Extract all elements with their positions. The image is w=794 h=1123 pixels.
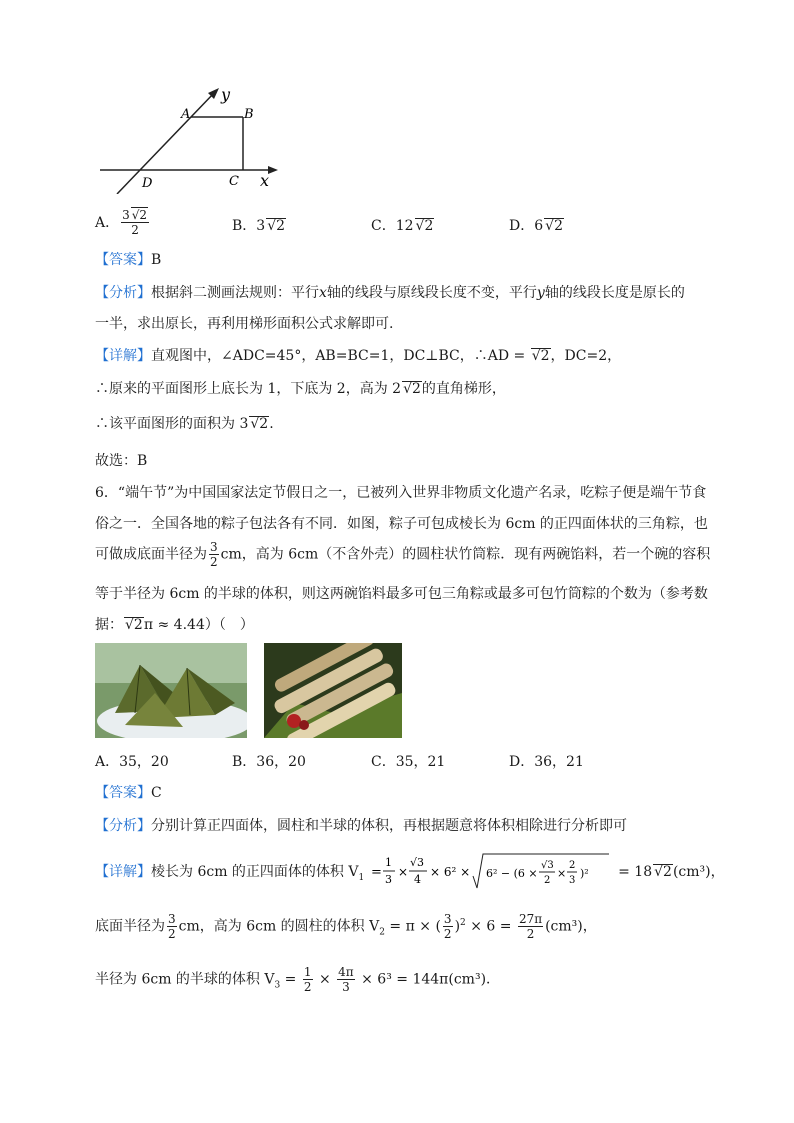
q5-detail-text-1a: 直观图中，∠ADC=45°，AB=BC=1，DC⊥BC，∴AD = <box>151 348 530 364</box>
q6-detail-frac-sq-den: 2 <box>443 927 452 941</box>
q6-detail-rad-1: 2 <box>663 864 672 880</box>
q6-detail-frac-result-den: 2 <box>526 927 535 941</box>
q6-option-c[interactable]: C．35，21 <box>371 754 446 770</box>
q6-stem-line-3 <box>95 540 710 569</box>
svg-text:2: 2 <box>543 875 551 886</box>
q6-tetra-formula <box>369 850 614 894</box>
q6-answer-tag: 【答案】 <box>95 785 151 801</box>
q5-option-a-rad: 2 <box>139 208 148 222</box>
label-x: x <box>260 171 270 190</box>
q6-detail-frac-radius-num: 3 <box>168 912 176 926</box>
q6-detail-frac-half <box>303 965 313 994</box>
q5-option-d-label: D． <box>509 218 535 234</box>
zongzi-triangle-photo <box>95 643 247 738</box>
q6-analysis-tag: 【分析】 <box>95 818 151 834</box>
label-c: C <box>229 174 239 189</box>
x-axis-arrow <box>268 166 278 174</box>
q6-stem-line-2: 俗之一．全国各地的粽子包法各有不同．如图，粽子可包成棱长为 6cm 的正四面体状的三角粽，也 <box>95 516 708 532</box>
q5-option-d-sqrt: √2 <box>545 218 563 234</box>
svg-text:× 6² ×: × 6² × <box>429 865 470 879</box>
q6-answer-value: C <box>151 785 162 801</box>
q5-option-b-sqrt: √2 <box>267 218 286 234</box>
q5-detail-text-3b: . <box>269 416 274 432</box>
q5-answer-value: B <box>151 252 162 268</box>
q6-stem-frac-den: 2 <box>210 555 218 569</box>
q5-analysis-text-1a: 根据斜二测画法规则：平行 <box>151 285 319 301</box>
q5-detail-line-1 <box>95 345 621 365</box>
q5-option-a-sqrt: √2 <box>131 208 148 222</box>
q5-option-d-coef: 6 <box>534 218 544 234</box>
svg-text:3: 3 <box>384 873 392 886</box>
q5-analysis-tag: 【分析】 <box>95 285 151 301</box>
q6-analysis-text: 分别计算正四面体，圆柱和半球的体积，再根据题意将体积相除进行分析即可 <box>151 818 627 834</box>
q6-detail-frac-4pi3 <box>337 965 355 994</box>
q5-option-c-coef: 12 <box>395 218 414 234</box>
q5-detail-text-2a: ∴原来的平面图形上底长为 1，下底为 2，高为 2 <box>95 381 402 397</box>
q5-analysis-line-2: 一半，求出原长，再利用梯形面积公式求解即可. <box>95 316 394 332</box>
q6-detail-frac-sq-num: 3 <box>443 912 452 926</box>
q5-option-c-rad: 2 <box>424 218 434 234</box>
svg-text:×: × <box>397 865 408 879</box>
svg-text:3: 3 <box>568 875 576 886</box>
q5-analysis-line-1 <box>95 282 685 302</box>
q5-detail-sqrt-2: √2 <box>403 381 421 397</box>
q6-option-a[interactable]: A．35，20 <box>95 754 169 770</box>
q5-detail-rad-2: 2 <box>412 381 421 397</box>
q6-detail-sub-2: 2 <box>379 927 385 938</box>
y-axis <box>117 92 215 194</box>
label-d: D <box>142 176 153 191</box>
q5-option-a-num: 3 <box>122 208 130 222</box>
q5-analysis-y: y <box>536 285 545 301</box>
q6-stem-text-3b: cm，高为 6cm（不含外壳）的圆柱状竹筒粽．现有两碗馅料，若一个碗的容积 <box>220 546 711 563</box>
q6-detail-frac-half-num: 1 <box>303 965 312 979</box>
q6-stem-rad: 2 <box>133 617 143 633</box>
q6-detail-frac-result <box>518 912 543 941</box>
q6-stem-line-1: 6．“端午节”为中国国家法定节假日之一，已被列入世界非物质文化遗产名录，吃粽子便是端午节食 <box>95 485 707 501</box>
q5-option-c[interactable] <box>371 215 434 235</box>
q6-detail-text-3b: = <box>280 971 301 988</box>
q5-detail-line-2 <box>95 378 506 398</box>
q6-answer <box>95 782 162 802</box>
q5-detail-sqrt-3: √2 <box>250 416 269 432</box>
q6-detail-line-2: 底面半径为 $\frac{3}{2}$ cm，高为 6cm 的圆柱的体积 $V_2 = \pi$ × ( $\frac{3}{2}$ )$^2$ × 6 = $\frac{27\pi}{2}$ (cm³)， <box>95 912 597 941</box>
q6-stem-sqrt: √2 <box>125 617 143 633</box>
q6-stem-text-5b: π ≈ 4.44）（ ） <box>143 617 254 633</box>
svg-text:×: × <box>556 867 566 880</box>
q6-stem-line-4: 等于半径为 6cm 的半球的体积，则这两碗馅料最多可包三角粽或最多可包竹筒粽的个数为（参考数 <box>95 586 708 602</box>
q5-option-b-rad: 2 <box>276 218 286 234</box>
q6-detail-frac-radius <box>167 912 177 941</box>
label-b: B <box>244 107 254 122</box>
q6-stem-text-5a: 据： <box>95 617 123 633</box>
q6-stem-frac-num: 3 <box>210 540 218 554</box>
q5-detail-tag: 【详解】 <box>95 348 151 364</box>
q6-detail-text-3a: 半径为 6cm 的半球的体积 V <box>95 971 275 988</box>
q5-option-d[interactable] <box>509 215 564 235</box>
q5-detail-text-1b: ，DC=2， <box>550 348 622 364</box>
q6-detail-text-3c: × 6³ = 144π(cm³)． <box>356 971 501 988</box>
svg-text:=: = <box>370 865 382 880</box>
q6-detail-sub-3: 3 <box>274 980 281 991</box>
q5-option-b[interactable] <box>232 215 286 235</box>
q5-analysis-x: x <box>319 285 327 301</box>
q6-stem-line-5 <box>95 614 254 634</box>
q6-detail-frac-4pi3-num: 4π <box>338 965 354 979</box>
q5-detail-sqrt-1: √2 <box>531 348 550 364</box>
q6-detail-line-1 <box>95 850 725 890</box>
q5-detail-rad-1: 2 <box>540 348 550 364</box>
q6-detail-frac-radius-sq <box>443 912 453 941</box>
svg-text:1: 1 <box>384 856 392 869</box>
q6-detail-tag: 【详解】 <box>95 864 151 880</box>
q5-option-a[interactable] <box>95 207 151 237</box>
q5-option-c-sqrt: √2 <box>415 218 434 234</box>
q5-detail-text-2b: 的直角梯形， <box>421 381 506 397</box>
q6-detail-frac-4pi3-den: 3 <box>342 980 350 994</box>
q6-detail-text-2e: (cm³)， <box>545 918 597 935</box>
svg-text:√3: √3 <box>540 860 554 871</box>
svg-text:)²: )² <box>579 867 589 880</box>
q6-detail-text-2a: 底面半径为 <box>95 918 165 935</box>
q6-detail-text-2b: cm，高为 6cm 的圆柱的体积 V <box>178 918 380 935</box>
q6-stem-text-3a: 可做成底面半径为 <box>95 546 207 563</box>
q5-detail-rad-3: 2 <box>259 416 269 432</box>
bamboo-tube-zongzi-photo <box>264 643 402 738</box>
q6-analysis <box>95 815 627 835</box>
q6-detail-sub-1: 1 <box>358 872 365 883</box>
q5-option-b-coef: 3 <box>256 218 266 234</box>
svg-text:6² − (6 ×: 6² − (6 × <box>485 867 538 880</box>
q6-detail-text-1a: 棱长为 6cm 的正四面体的体积 V <box>151 864 359 880</box>
q6-option-b[interactable]: B．36，20 <box>232 754 306 770</box>
q5-detail-text-3a: ∴该平面图形的面积为 3 <box>95 416 249 432</box>
q5-detail-line-3 <box>95 413 274 433</box>
q6-option-d[interactable]: D．36，21 <box>509 754 584 770</box>
q6-detail-text-2d: × 6 = <box>465 918 516 935</box>
q6-detail-text-1b: = 18 <box>613 864 653 880</box>
q6-detail-frac-half-den: 2 <box>303 980 312 994</box>
q5-answer <box>95 249 161 269</box>
q6-detail-sqrt-1: √2 <box>654 864 672 880</box>
q6-stem-fraction <box>209 540 219 569</box>
label-y: y <box>221 85 231 104</box>
q6-detail-text-1c: (cm³)， <box>672 864 725 880</box>
q5-choose: 故选：B <box>95 453 148 469</box>
q5-option-b-label: B． <box>232 218 257 234</box>
q5-option-a-label: A． <box>95 215 120 231</box>
q6-detail-text-2c: = π × <box>384 918 436 935</box>
q6-detail-frac-radius-den: 2 <box>168 927 176 941</box>
q5-answer-tag: 【答案】 <box>95 252 151 268</box>
svg-text:√3: √3 <box>409 856 424 869</box>
q5-option-a-fraction <box>121 207 149 237</box>
q5-option-a-den: 2 <box>131 223 139 237</box>
oblique-projection-figure <box>95 82 295 194</box>
q6-detail-line-3: 半径为 6cm 的半球的体积 $V_3$ = $\frac{1}{2}$ × $\frac{4\pi}{3}$ × 6³ = 144π(cm³)． <box>95 965 501 994</box>
q5-option-d-rad: 2 <box>554 218 563 234</box>
q5-option-c-label: C． <box>371 218 396 234</box>
q6-detail-frac-result-num: 27π <box>518 912 543 926</box>
svg-text:4: 4 <box>413 873 421 886</box>
q5-analysis-text-1b: 轴的线段与原线段长度不变，平行 <box>326 285 537 301</box>
label-a: A <box>181 107 191 122</box>
svg-text:2: 2 <box>568 860 576 871</box>
q5-analysis-text-1c: 轴的线段长度是原长的 <box>544 285 685 301</box>
